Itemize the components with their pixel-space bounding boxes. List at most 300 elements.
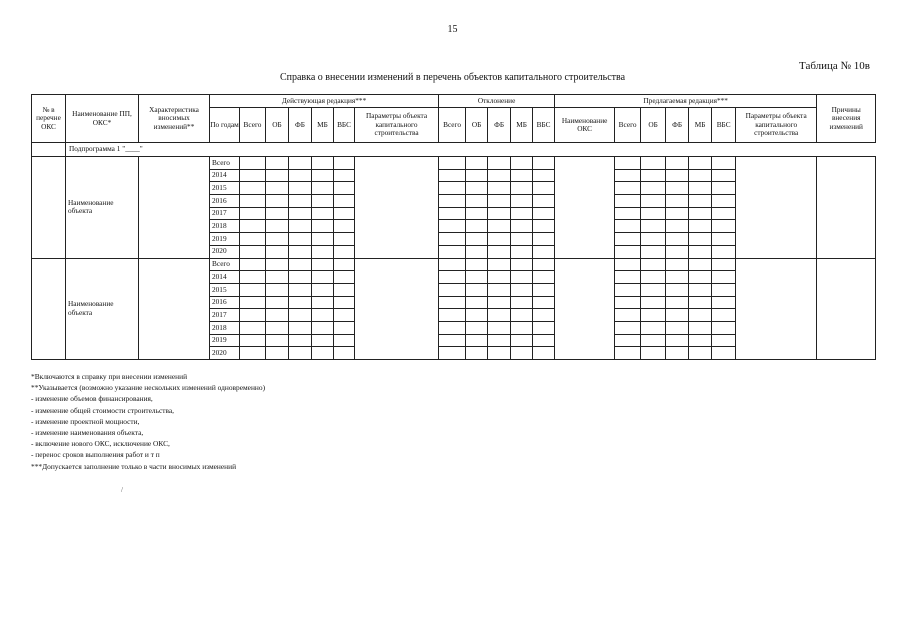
- deviation-value-cell: [488, 157, 511, 170]
- current-value-cell: [312, 169, 334, 182]
- current-value-cell: [334, 207, 355, 220]
- table-label: Таблица № 10в: [799, 60, 870, 72]
- current-value-cell: [266, 347, 289, 360]
- header-dev-fb: ФБ: [488, 108, 511, 143]
- current-value-cell: [266, 220, 289, 233]
- deviation-value-cell: [511, 258, 533, 271]
- current-value-cell: [266, 321, 289, 334]
- proposed-value-cell: [712, 195, 736, 208]
- object-name: Наименование объекта: [66, 157, 139, 259]
- proposed-value-cell: [615, 195, 641, 208]
- deviation-value-cell: [466, 271, 488, 284]
- deviation-value-cell: [511, 347, 533, 360]
- current-value-cell: [240, 245, 266, 258]
- header-prop-ob: ОБ: [641, 108, 666, 143]
- footnote-line: - изменение общей стоимости строительства,: [31, 405, 175, 415]
- current-value-cell: [312, 258, 334, 271]
- deviation-value-cell: [533, 245, 555, 258]
- current-value-cell: [312, 296, 334, 309]
- footnote-line: - изменение проектной мощности,: [31, 416, 140, 426]
- current-value-cell: [312, 207, 334, 220]
- proposed-value-cell: [641, 220, 666, 233]
- current-value-cell: [266, 334, 289, 347]
- current-value-cell: [266, 271, 289, 284]
- deviation-value-cell: [439, 233, 466, 246]
- deviation-value-cell: [533, 271, 555, 284]
- proposed-params-cell: [736, 258, 817, 360]
- page-number: 15: [447, 24, 458, 35]
- proposed-value-cell: [666, 283, 689, 296]
- current-value-cell: [312, 157, 334, 170]
- subprogram-label: Подпрограмма 1 "____": [66, 143, 876, 157]
- object-no-cell: [32, 258, 66, 360]
- current-value-cell: [334, 271, 355, 284]
- proposed-value-cell: [641, 169, 666, 182]
- deviation-value-cell: [439, 220, 466, 233]
- header-prop-vbs: ВБС: [712, 108, 736, 143]
- footnote-line: - включение нового ОКС, исключение ОКС,: [31, 439, 170, 449]
- deviation-value-cell: [511, 271, 533, 284]
- proposed-value-cell: [666, 182, 689, 195]
- year-label: 2016: [210, 296, 240, 309]
- header-cur-vbs: ВБС: [334, 108, 355, 143]
- deviation-value-cell: [466, 169, 488, 182]
- header-characteristic: Характеристика вносимых изменений**: [139, 95, 210, 143]
- current-value-cell: [240, 233, 266, 246]
- current-value-cell: [334, 296, 355, 309]
- deviation-value-cell: [488, 245, 511, 258]
- year-label: 2018: [210, 321, 240, 334]
- proposed-value-cell: [641, 283, 666, 296]
- proposed-value-cell: [666, 271, 689, 284]
- current-value-cell: [266, 296, 289, 309]
- footnote-line: - изменение наименования объекта,: [31, 428, 144, 438]
- deviation-value-cell: [511, 283, 533, 296]
- year-label: 2020: [210, 245, 240, 258]
- current-value-cell: [240, 169, 266, 182]
- current-value-cell: [266, 157, 289, 170]
- proposed-value-cell: [641, 309, 666, 322]
- header-prop-fb: ФБ: [666, 108, 689, 143]
- proposed-value-cell: [689, 220, 712, 233]
- deviation-value-cell: [439, 169, 466, 182]
- proposed-oks-name-cell: [555, 258, 615, 360]
- current-value-cell: [289, 258, 312, 271]
- proposed-value-cell: [615, 169, 641, 182]
- proposed-value-cell: [641, 334, 666, 347]
- header-dev-mb: МБ: [511, 108, 533, 143]
- deviation-value-cell: [488, 169, 511, 182]
- current-value-cell: [289, 207, 312, 220]
- current-value-cell: [266, 195, 289, 208]
- proposed-value-cell: [689, 245, 712, 258]
- proposed-params-cell: [736, 157, 817, 259]
- current-value-cell: [334, 182, 355, 195]
- object-characteristic-cell: [139, 258, 210, 360]
- proposed-value-cell: [641, 195, 666, 208]
- proposed-value-cell: [641, 157, 666, 170]
- current-value-cell: [240, 283, 266, 296]
- deviation-value-cell: [511, 334, 533, 347]
- current-value-cell: [334, 321, 355, 334]
- current-value-cell: [240, 258, 266, 271]
- deviation-value-cell: [488, 309, 511, 322]
- proposed-value-cell: [666, 220, 689, 233]
- current-value-cell: [312, 283, 334, 296]
- proposed-value-cell: [666, 233, 689, 246]
- current-value-cell: [240, 157, 266, 170]
- subprogram-no-cell: [32, 143, 66, 157]
- current-value-cell: [312, 245, 334, 258]
- proposed-value-cell: [641, 321, 666, 334]
- deviation-value-cell: [488, 233, 511, 246]
- deviation-value-cell: [488, 334, 511, 347]
- deviation-value-cell: [488, 182, 511, 195]
- proposed-value-cell: [615, 233, 641, 246]
- proposed-value-cell: [689, 207, 712, 220]
- deviation-value-cell: [466, 347, 488, 360]
- footnote-line: - перенос сроков выполнения работ и т п: [31, 450, 160, 460]
- proposed-value-cell: [712, 347, 736, 360]
- proposed-value-cell: [641, 271, 666, 284]
- deviation-value-cell: [466, 182, 488, 195]
- deviation-value-cell: [533, 182, 555, 195]
- current-value-cell: [312, 182, 334, 195]
- header-dev-total: Всего: [439, 108, 466, 143]
- table-row: [32, 157, 876, 170]
- deviation-value-cell: [533, 157, 555, 170]
- proposed-value-cell: [689, 309, 712, 322]
- current-value-cell: [334, 245, 355, 258]
- deviation-value-cell: [466, 195, 488, 208]
- proposed-value-cell: [666, 347, 689, 360]
- deviation-value-cell: [439, 182, 466, 195]
- header-cur-total: Всего: [240, 108, 266, 143]
- proposed-value-cell: [689, 347, 712, 360]
- current-value-cell: [312, 220, 334, 233]
- proposed-value-cell: [641, 233, 666, 246]
- proposed-value-cell: [712, 334, 736, 347]
- current-value-cell: [240, 207, 266, 220]
- deviation-value-cell: [511, 220, 533, 233]
- deviation-value-cell: [533, 321, 555, 334]
- current-value-cell: [334, 157, 355, 170]
- current-value-cell: [334, 220, 355, 233]
- deviation-value-cell: [533, 258, 555, 271]
- current-value-cell: [289, 321, 312, 334]
- current-value-cell: [312, 271, 334, 284]
- proposed-value-cell: [641, 245, 666, 258]
- current-value-cell: [312, 334, 334, 347]
- proposed-value-cell: [666, 157, 689, 170]
- current-value-cell: [289, 309, 312, 322]
- current-value-cell: [266, 258, 289, 271]
- header-prop-params: Параметры объекта капитального строительства: [736, 108, 817, 143]
- proposed-value-cell: [712, 245, 736, 258]
- proposed-value-cell: [615, 207, 641, 220]
- deviation-value-cell: [511, 169, 533, 182]
- deviation-value-cell: [488, 296, 511, 309]
- year-label: 2015: [210, 283, 240, 296]
- header-by-years: По годам: [210, 108, 240, 143]
- year-label: 2019: [210, 334, 240, 347]
- proposed-value-cell: [641, 347, 666, 360]
- proposed-value-cell: [615, 309, 641, 322]
- year-label: Всего: [210, 157, 240, 170]
- current-value-cell: [289, 157, 312, 170]
- deviation-value-cell: [488, 220, 511, 233]
- proposed-value-cell: [712, 157, 736, 170]
- proposed-value-cell: [666, 309, 689, 322]
- current-value-cell: [289, 169, 312, 182]
- current-value-cell: [240, 271, 266, 284]
- proposed-oks-name-cell: [555, 157, 615, 259]
- current-value-cell: [334, 334, 355, 347]
- proposed-value-cell: [615, 271, 641, 284]
- proposed-value-cell: [712, 258, 736, 271]
- current-value-cell: [240, 347, 266, 360]
- deviation-value-cell: [533, 334, 555, 347]
- deviation-value-cell: [439, 157, 466, 170]
- year-label: 2014: [210, 271, 240, 284]
- changes-table: [31, 94, 876, 360]
- header-prop-oks-name: Наименование ОКС: [555, 108, 615, 143]
- year-label: 2015: [210, 182, 240, 195]
- deviation-value-cell: [511, 309, 533, 322]
- deviation-value-cell: [533, 309, 555, 322]
- reasons-cell: [817, 157, 876, 259]
- deviation-value-cell: [466, 207, 488, 220]
- deviation-value-cell: [466, 283, 488, 296]
- header-prop-mb: МБ: [689, 108, 712, 143]
- current-params-cell: [355, 258, 439, 360]
- deviation-value-cell: [488, 195, 511, 208]
- current-value-cell: [312, 321, 334, 334]
- deviation-value-cell: [511, 233, 533, 246]
- deviation-value-cell: [439, 245, 466, 258]
- header-cur-params: Параметры объекта капитального строительства: [355, 108, 439, 143]
- deviation-value-cell: [466, 321, 488, 334]
- proposed-value-cell: [689, 182, 712, 195]
- proposed-value-cell: [712, 182, 736, 195]
- deviation-value-cell: [439, 271, 466, 284]
- current-value-cell: [312, 195, 334, 208]
- deviation-value-cell: [466, 258, 488, 271]
- current-value-cell: [312, 347, 334, 360]
- current-value-cell: [334, 258, 355, 271]
- proposed-value-cell: [666, 321, 689, 334]
- proposed-value-cell: [666, 169, 689, 182]
- header-no: № в перечне ОКС: [32, 95, 66, 143]
- deviation-value-cell: [466, 309, 488, 322]
- current-value-cell: [334, 169, 355, 182]
- deviation-value-cell: [466, 220, 488, 233]
- header-cur-mb: МБ: [312, 108, 334, 143]
- deviation-value-cell: [511, 157, 533, 170]
- deviation-value-cell: [439, 283, 466, 296]
- table-row: [32, 258, 876, 271]
- current-value-cell: [334, 309, 355, 322]
- current-value-cell: [289, 347, 312, 360]
- deviation-value-cell: [488, 271, 511, 284]
- proposed-value-cell: [712, 207, 736, 220]
- footnote-line: - изменение объемов финансирования,: [31, 394, 153, 404]
- year-label: 2019: [210, 233, 240, 246]
- proposed-value-cell: [615, 182, 641, 195]
- deviation-value-cell: [439, 347, 466, 360]
- proposed-value-cell: [712, 220, 736, 233]
- header-deviation: Отклонение: [439, 95, 555, 108]
- current-value-cell: [240, 220, 266, 233]
- current-value-cell: [266, 207, 289, 220]
- year-label: 2014: [210, 169, 240, 182]
- current-value-cell: [240, 195, 266, 208]
- proposed-value-cell: [689, 233, 712, 246]
- current-value-cell: [266, 169, 289, 182]
- proposed-value-cell: [666, 296, 689, 309]
- year-label: 2016: [210, 195, 240, 208]
- proposed-value-cell: [641, 258, 666, 271]
- header-cur-fb: ФБ: [289, 108, 312, 143]
- current-value-cell: [266, 233, 289, 246]
- current-value-cell: [289, 233, 312, 246]
- deviation-value-cell: [511, 296, 533, 309]
- current-value-cell: [289, 195, 312, 208]
- proposed-value-cell: [641, 296, 666, 309]
- deviation-value-cell: [533, 233, 555, 246]
- header-proposed-edition: Предлагаемая редакция***: [555, 95, 817, 108]
- proposed-value-cell: [712, 169, 736, 182]
- current-value-cell: [266, 245, 289, 258]
- current-value-cell: [240, 182, 266, 195]
- current-value-cell: [266, 182, 289, 195]
- current-value-cell: [289, 271, 312, 284]
- deviation-value-cell: [511, 321, 533, 334]
- deviation-value-cell: [511, 245, 533, 258]
- header-cur-ob: ОБ: [266, 108, 289, 143]
- stray-mark: /: [121, 486, 123, 494]
- proposed-value-cell: [689, 258, 712, 271]
- deviation-value-cell: [466, 157, 488, 170]
- current-value-cell: [334, 283, 355, 296]
- proposed-value-cell: [689, 169, 712, 182]
- footnote-line: **Указывается (возможно указание нескольких изменений одновременно): [31, 383, 266, 393]
- deviation-value-cell: [439, 309, 466, 322]
- proposed-value-cell: [689, 271, 712, 284]
- current-value-cell: [240, 321, 266, 334]
- header-dev-ob: ОБ: [466, 108, 488, 143]
- footnotes: [31, 371, 265, 472]
- proposed-value-cell: [615, 296, 641, 309]
- deviation-value-cell: [466, 233, 488, 246]
- header-prop-total: Всего: [615, 108, 641, 143]
- current-value-cell: [334, 233, 355, 246]
- year-label: 2017: [210, 207, 240, 220]
- header-reasons: Причины внесения изменений: [817, 95, 876, 143]
- proposed-value-cell: [666, 258, 689, 271]
- object-characteristic-cell: [139, 157, 210, 259]
- deviation-value-cell: [466, 296, 488, 309]
- proposed-value-cell: [712, 283, 736, 296]
- deviation-value-cell: [466, 334, 488, 347]
- proposed-value-cell: [712, 321, 736, 334]
- current-value-cell: [312, 309, 334, 322]
- header-name: Наименование ПП, ОКС*: [66, 95, 139, 143]
- proposed-value-cell: [615, 321, 641, 334]
- object-no-cell: [32, 157, 66, 259]
- deviation-value-cell: [439, 296, 466, 309]
- deviation-value-cell: [466, 245, 488, 258]
- deviation-value-cell: [439, 258, 466, 271]
- object-name: Наименование объекта: [66, 258, 139, 360]
- deviation-value-cell: [488, 283, 511, 296]
- current-value-cell: [289, 182, 312, 195]
- deviation-value-cell: [511, 195, 533, 208]
- current-value-cell: [289, 334, 312, 347]
- current-value-cell: [289, 245, 312, 258]
- year-label: 2017: [210, 309, 240, 322]
- deviation-value-cell: [439, 195, 466, 208]
- proposed-value-cell: [615, 347, 641, 360]
- proposed-value-cell: [712, 271, 736, 284]
- proposed-value-cell: [689, 321, 712, 334]
- current-value-cell: [289, 296, 312, 309]
- proposed-value-cell: [666, 334, 689, 347]
- year-label: 2020: [210, 347, 240, 360]
- proposed-value-cell: [666, 245, 689, 258]
- proposed-value-cell: [615, 157, 641, 170]
- current-value-cell: [240, 309, 266, 322]
- proposed-value-cell: [712, 296, 736, 309]
- year-label: Всего: [210, 258, 240, 271]
- reasons-cell: [817, 258, 876, 360]
- proposed-value-cell: [641, 207, 666, 220]
- deviation-value-cell: [533, 169, 555, 182]
- proposed-value-cell: [666, 195, 689, 208]
- proposed-value-cell: [615, 334, 641, 347]
- deviation-value-cell: [533, 347, 555, 360]
- proposed-value-cell: [666, 207, 689, 220]
- deviation-value-cell: [533, 207, 555, 220]
- current-value-cell: [312, 233, 334, 246]
- proposed-value-cell: [689, 296, 712, 309]
- deviation-value-cell: [533, 296, 555, 309]
- current-value-cell: [334, 347, 355, 360]
- proposed-value-cell: [712, 309, 736, 322]
- current-value-cell: [334, 195, 355, 208]
- current-value-cell: [289, 220, 312, 233]
- proposed-value-cell: [689, 157, 712, 170]
- current-value-cell: [289, 283, 312, 296]
- current-value-cell: [240, 296, 266, 309]
- proposed-value-cell: [615, 283, 641, 296]
- header-dev-vbs: ВБС: [533, 108, 555, 143]
- proposed-value-cell: [689, 334, 712, 347]
- deviation-value-cell: [439, 334, 466, 347]
- proposed-value-cell: [615, 245, 641, 258]
- footnote-line: *Включаются в справку при внесении изменений: [31, 372, 188, 381]
- deviation-value-cell: [488, 207, 511, 220]
- deviation-value-cell: [533, 220, 555, 233]
- proposed-value-cell: [689, 195, 712, 208]
- deviation-value-cell: [533, 283, 555, 296]
- proposed-value-cell: [689, 283, 712, 296]
- deviation-value-cell: [439, 207, 466, 220]
- proposed-value-cell: [615, 258, 641, 271]
- current-value-cell: [266, 283, 289, 296]
- current-value-cell: [266, 309, 289, 322]
- year-label: 2018: [210, 220, 240, 233]
